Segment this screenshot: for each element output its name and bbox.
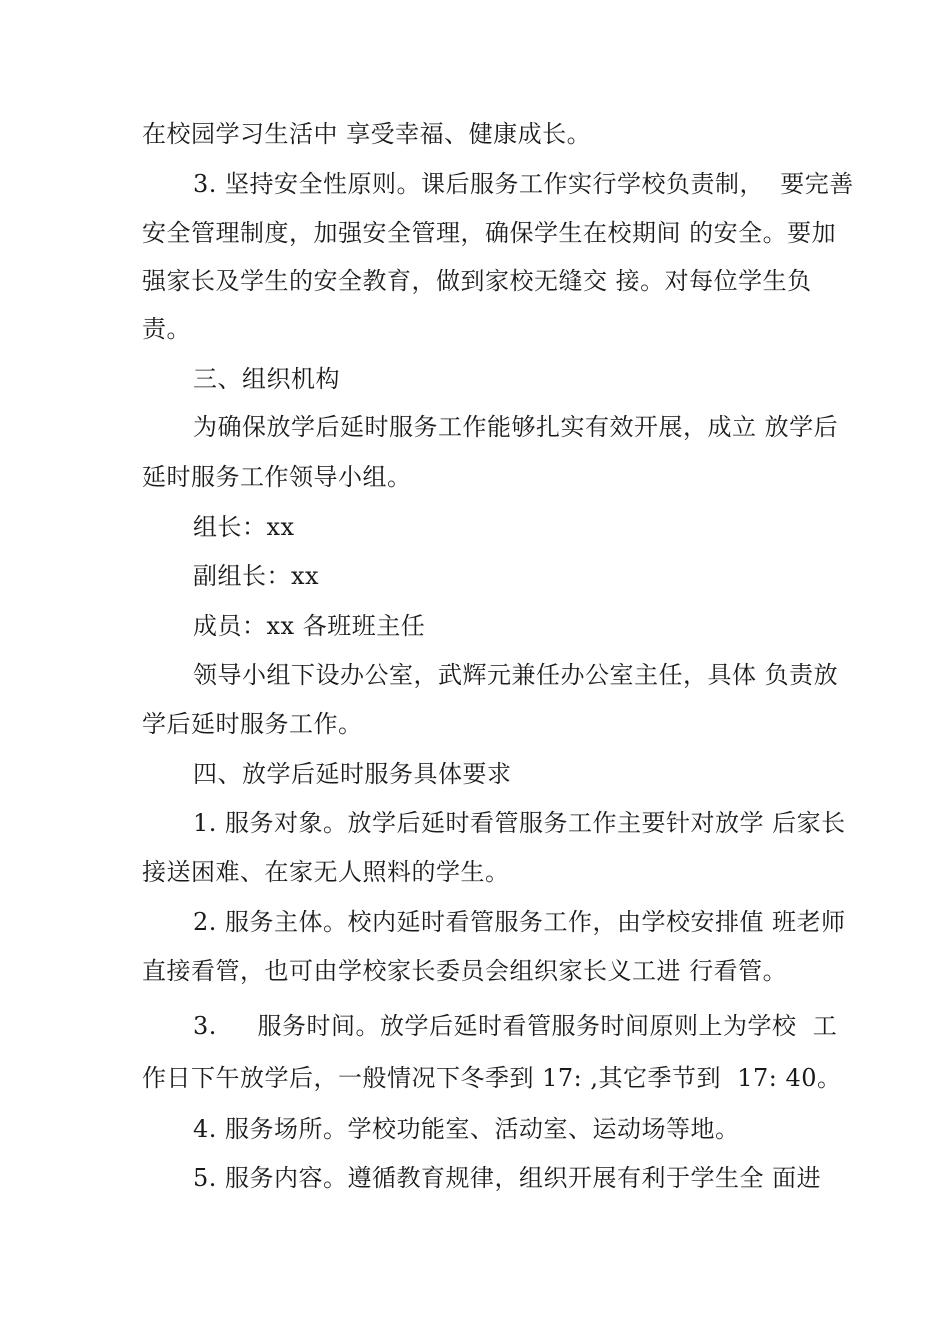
paragraph-line: 强家长及学生的安全教育，做到家校无缝交 接。对每位学生负 <box>142 267 812 295</box>
section-heading: 四、放学后延时服务具体要求 <box>193 760 512 788</box>
paragraph-line: 安全管理制度，加强安全管理，确保学生在校期间 的安全。要加 <box>142 219 837 247</box>
paragraph-line: 副组长：xx <box>193 562 320 590</box>
paragraph-line: 4. 服务场所。学校功能室、活动室、运动场等地。 <box>193 1115 740 1143</box>
paragraph-line: 组长：xx <box>193 513 295 541</box>
paragraph-line: 1. 服务对象。放学后延时看管服务工作主要针对放学 后家长 <box>193 809 846 837</box>
paragraph-line: 3. 坚持安全性原则。课后服务工作实行学校负责制， 要完善 <box>193 170 854 198</box>
paragraph-line: 成员：xx 各班班主任 <box>193 612 426 640</box>
paragraph-line: 在校园学习生活中 享受幸福、健康成长。 <box>142 120 592 148</box>
paragraph-line: 直接看管，也可由学校家长委员会组织家长义工进 行看管。 <box>142 957 788 985</box>
paragraph-line: 3. 服务时间。放学后延时看管服务时间原则上为学校 工 <box>193 1012 838 1040</box>
section-heading: 三、组织机构 <box>193 365 340 393</box>
paragraph-line: 接送困难、在家无人照料的学生。 <box>142 858 510 886</box>
paragraph-line: 学后延时服务工作。 <box>142 710 363 738</box>
paragraph-line: 作日下午放学后，一般情况下冬季到 17: ,其它季节到 17: 40。 <box>142 1064 842 1092</box>
paragraph-line: 领导小组下设办公室，武辉元兼任办公室主任，具体 负责放 <box>193 661 839 689</box>
paragraph-line: 5. 服务内容。遵循教育规律，组织开展有利于学生全 面进 <box>193 1164 822 1192</box>
paragraph-line: 为确保放学后延时服务工作能够扎实有效开展，成立 放学后 <box>193 413 839 441</box>
paragraph-line: 责。 <box>142 315 191 343</box>
paragraph-line: 2. 服务主体。校内延时看管服务工作，由学校安排值 班老师 <box>193 908 846 936</box>
paragraph-line: 延时服务工作领导小组。 <box>142 463 412 491</box>
